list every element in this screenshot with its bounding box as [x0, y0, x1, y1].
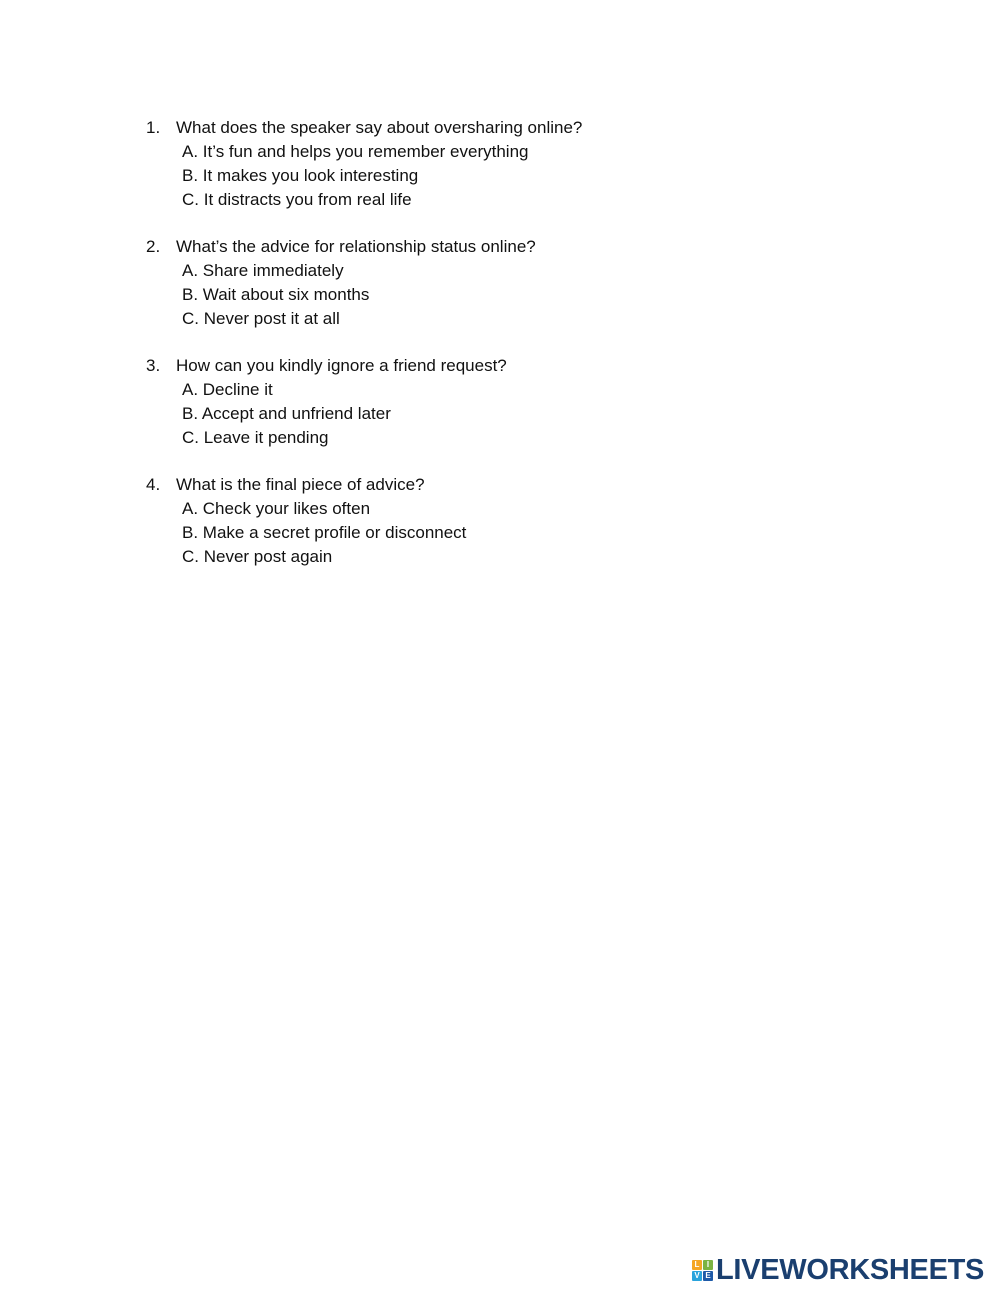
- question-3-number: 3.: [146, 356, 161, 375]
- logo-letter-e: E: [703, 1271, 713, 1281]
- logo-letter-i: I: [703, 1260, 713, 1270]
- question-2: [146, 235, 766, 331]
- question-1-line: [146, 116, 766, 140]
- question-1-option-c[interactable]: C. It distracts you from real life: [182, 190, 412, 209]
- logo-letter-v: V: [692, 1271, 702, 1281]
- question-4-option-c[interactable]: C. Never post again: [182, 547, 333, 566]
- question-4-text: What is the final piece of advice?: [176, 475, 425, 494]
- liveworksheets-logo: [692, 1255, 984, 1285]
- question-3-option-c[interactable]: C. Leave it pending: [182, 428, 329, 447]
- question-4: [146, 473, 766, 569]
- question-2-option-b[interactable]: B. Wait about six months: [182, 285, 370, 304]
- question-3-option-a[interactable]: A. Decline it: [182, 380, 273, 399]
- question-3-option-b[interactable]: B. Accept and unfriend later: [182, 404, 391, 423]
- question-4-number: 4.: [146, 475, 161, 494]
- question-3-line: [146, 354, 766, 378]
- question-2-number: 2.: [146, 237, 161, 256]
- question-2-option-a[interactable]: A. Share immediately: [182, 261, 344, 280]
- question-1-text: What does the speaker say about oversharing online?: [176, 118, 583, 137]
- logo-letter-l: L: [692, 1260, 702, 1270]
- liveworksheets-logo-text: LIVEWORKSHEETS: [716, 1254, 985, 1286]
- question-1: [146, 116, 766, 212]
- question-4-line: [146, 473, 766, 497]
- question-4-option-b[interactable]: B. Make a secret profile or disconnect: [182, 523, 467, 542]
- question-1-number: 1.: [146, 118, 161, 137]
- question-2-text: What’s the advice for relationship status online?: [176, 237, 536, 256]
- question-1-option-a[interactable]: A. It’s fun and helps you remember everything: [182, 142, 529, 161]
- question-4-option-a[interactable]: A. Check your likes often: [182, 499, 371, 518]
- question-1-option-b[interactable]: B. It makes you look interesting: [182, 166, 419, 185]
- question-2-line: [146, 235, 766, 259]
- question-3-text: How can you kindly ignore a friend request?: [176, 356, 507, 375]
- question-3: [146, 354, 766, 450]
- question-2-option-c[interactable]: C. Never post it at all: [182, 309, 340, 328]
- liveworksheets-logo-icon: [692, 1260, 713, 1281]
